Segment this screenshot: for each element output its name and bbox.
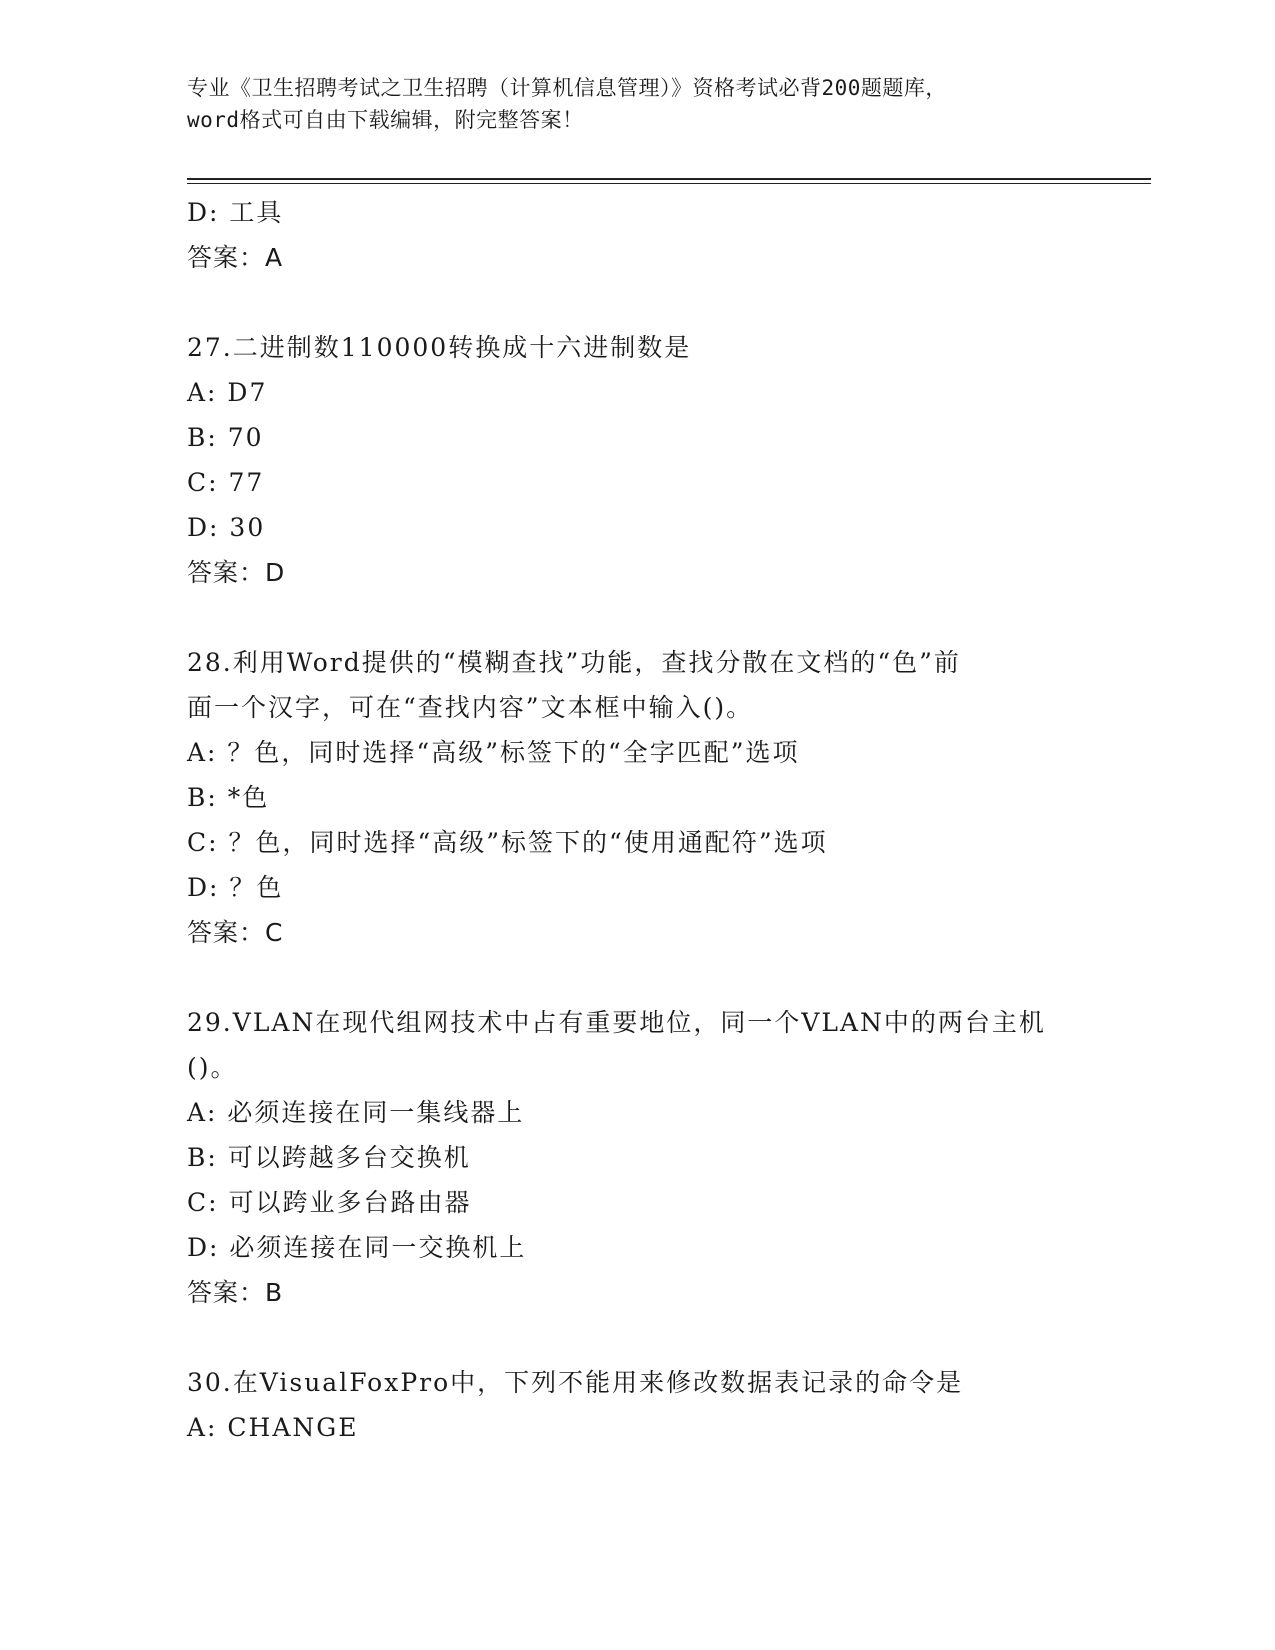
- option-d: D: 30: [187, 513, 266, 542]
- option-c: C: 77: [187, 468, 265, 497]
- question-30: [187, 1360, 1087, 1450]
- spacer: [187, 280, 1087, 325]
- question-28: [187, 640, 1087, 955]
- question-stem-line-1: 28.利用Word提供的“模糊查找”功能，查找分散在文档的“色”前: [187, 648, 961, 677]
- answer: 答案：D: [187, 558, 286, 587]
- page-header: [187, 72, 1087, 136]
- option-d: D: 工具: [187, 198, 284, 227]
- option-a: A: 必须连接在同一集线器上: [187, 1098, 525, 1127]
- answer: 答案：A: [187, 243, 284, 272]
- answer: 答案：B: [187, 1278, 284, 1307]
- option-c: C: 可以跨业多台路由器: [187, 1188, 472, 1217]
- spacer: [187, 1315, 1087, 1360]
- option-a: A: ？色，同时选择“高级”标签下的“全字匹配”选项: [187, 738, 800, 767]
- option-d: D: 必须连接在同一交换机上: [187, 1233, 527, 1262]
- question-stem: 30.在VisualFoxPro中，下列不能用来修改数据表记录的命令是: [187, 1368, 964, 1397]
- spacer: [187, 595, 1087, 640]
- question-stem-line-1: 29.VLAN在现代组网技术中占有重要地位，同一个VLAN中的两台主机: [187, 1008, 1046, 1037]
- option-b: B: *色: [187, 783, 270, 812]
- option-d: D: ？色: [187, 873, 284, 902]
- option-c: C: ？色，同时选择“高级”标签下的“使用通配符”选项: [187, 828, 828, 857]
- question-stem: 27.二进制数110000转换成十六进制数是: [187, 333, 692, 362]
- previous-question-tail: [187, 190, 1087, 280]
- header-divider: [187, 178, 1151, 180]
- option-a: A: CHANGE: [187, 1413, 359, 1442]
- answer: 答案：C: [187, 918, 284, 947]
- header-title-line-2: word格式可自由下载编辑，附完整答案！: [187, 108, 584, 132]
- question-stem-line-2: 面一个汉字，可在“查找内容”文本框中输入()。: [187, 693, 754, 722]
- question-27: [187, 325, 1087, 595]
- spacer: [187, 955, 1087, 1000]
- question-stem-line-2: ()。: [187, 1053, 238, 1082]
- option-b: B: 70: [187, 423, 264, 452]
- question-29: [187, 1000, 1087, 1315]
- option-b: B: 可以跨越多台交换机: [187, 1143, 471, 1172]
- header-divider-thin: [187, 183, 1151, 184]
- question-list: [187, 190, 1087, 1450]
- option-a: A: D7: [187, 378, 268, 407]
- header-title-line-1: 专业《卫生招聘考试之卫生招聘（计算机信息管理）》资格考试必背200题题库，: [187, 76, 947, 100]
